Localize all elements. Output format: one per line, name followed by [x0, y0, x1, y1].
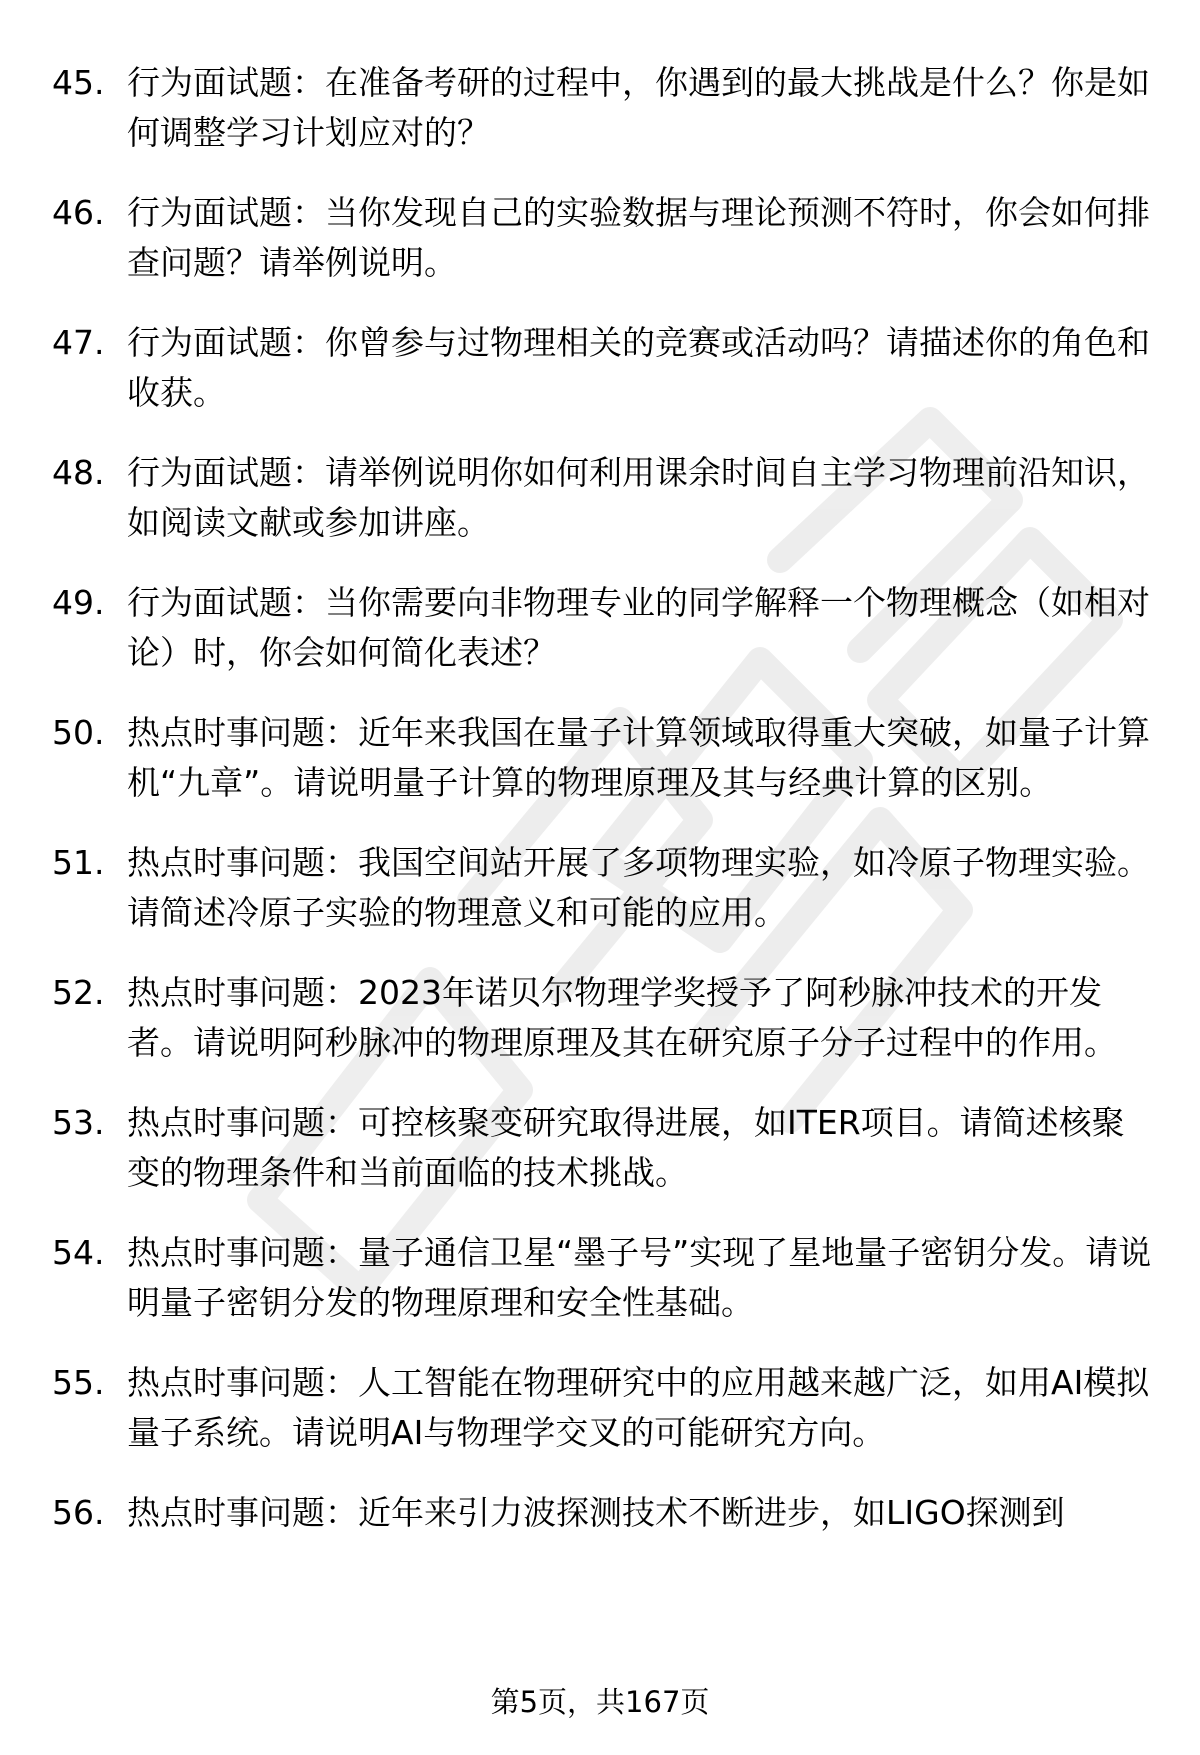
question-number: 45. [52, 63, 105, 102]
page-number-label: 第5页，共167页 [490, 1685, 710, 1719]
page-footer [0, 1682, 1200, 1722]
question-text: 热点时事问题：人工智能在物理研究中的应用越来越广泛，如用AI模拟量子系统。请说明AI与物理学交叉的可能研究方向。 [127, 1363, 1150, 1452]
question-number: 52. [52, 973, 105, 1012]
question-number: 46. [52, 193, 105, 232]
question-text: 行为面试题：在准备考研的过程中，你遇到的最大挑战是什么？你是如何调整学习计划应对的？ [127, 63, 1150, 152]
list-item [52, 578, 1152, 678]
list-item [52, 448, 1152, 548]
question-number: 50. [52, 713, 105, 752]
question-number: 55. [52, 1363, 105, 1402]
question-text: 行为面试题：当你发现自己的实验数据与理论预测不符时，你会如何排查问题？请举例说明。 [127, 193, 1150, 282]
question-text: 行为面试题：请举例说明你如何利用课余时间自主学习物理前沿知识，如阅读文献或参加讲座。 [127, 453, 1150, 542]
question-text: 热点时事问题：我国空间站开展了多项物理实验，如冷原子物理实验。请简述冷原子实验的物理意义和可能的应用。 [127, 843, 1150, 932]
question-number: 49. [52, 583, 105, 622]
list-item [52, 708, 1152, 808]
list-item [52, 1358, 1152, 1458]
list-item [52, 968, 1152, 1068]
list-item [52, 58, 1152, 158]
list-item [52, 1228, 1152, 1328]
question-number: 54. [52, 1233, 105, 1272]
list-item [52, 318, 1152, 418]
question-text: 行为面试题：当你需要向非物理专业的同学解释一个物理概念（如相对论）时，你会如何简化表述？ [127, 583, 1150, 672]
question-text: 热点时事问题：近年来引力波探测技术不断进步，如LIGO探测到 [127, 1493, 1065, 1532]
list-item [52, 1488, 1152, 1538]
question-text: 热点时事问题：可控核聚变研究取得进展，如ITER项目。请简述核聚变的物理条件和当前面临的技术挑战。 [127, 1103, 1125, 1192]
question-number: 53. [52, 1103, 105, 1142]
list-item [52, 1098, 1152, 1198]
question-list [52, 58, 1152, 1568]
question-number: 51. [52, 843, 105, 882]
list-item [52, 838, 1152, 938]
list-item [52, 188, 1152, 288]
question-text: 行为面试题：你曾参与过物理相关的竞赛或活动吗？请描述你的角色和收获。 [127, 323, 1150, 412]
question-text: 热点时事问题：2023年诺贝尔物理学奖授予了阿秒脉冲技术的开发者。请说明阿秒脉冲的物理原理及其在研究原子分子过程中的作用。 [127, 973, 1117, 1062]
question-text: 热点时事问题：近年来我国在量子计算领域取得重大突破，如量子计算机“九章”。请说明量子计算的物理原理及其与经典计算的区别。 [127, 713, 1150, 802]
question-number: 56. [52, 1493, 105, 1532]
question-number: 47. [52, 323, 105, 362]
question-text: 热点时事问题：量子通信卫星“墨子号”实现了星地量子密钥分发。请说明量子密钥分发的物理原理和安全性基础。 [127, 1233, 1152, 1322]
question-number: 48. [52, 453, 105, 492]
